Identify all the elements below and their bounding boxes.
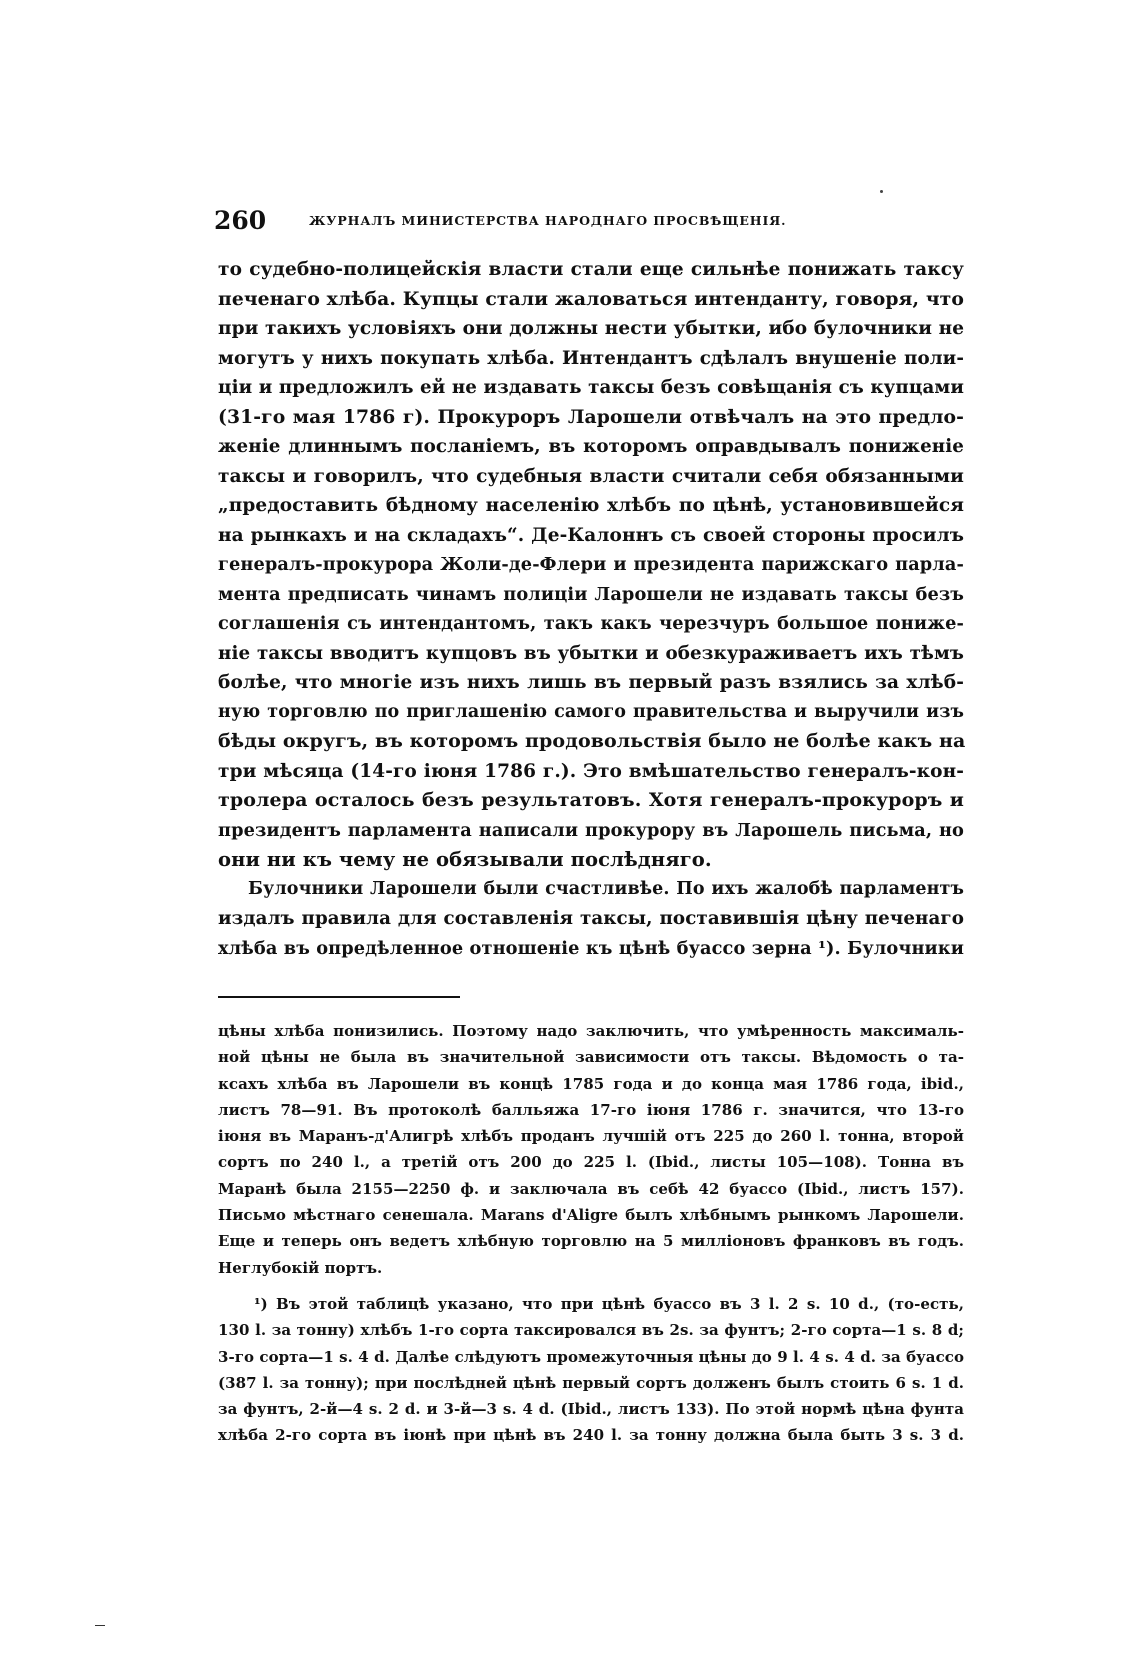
footnote-1-line: 3-го сорта—1 s. 4 d. Далѣе слѣдуютъ промежуточныя цѣны до 9 l. 4 s. 4 d. за буассо xyxy=(218,1347,964,1366)
text-line: болѣе, что многіе изъ нихъ лишь въ первый разъ взялись за хлѣб- xyxy=(218,672,964,693)
footnote-line: Неглубокій портъ. xyxy=(218,1258,383,1277)
footnote-1-line: за фунтъ, 2-й—4 s. 2 d. и 3-й—3 s. 4 d. (Ibid., листъ 133). По этой нормѣ цѣна фунта xyxy=(218,1400,964,1419)
footnote-line: листъ 78—91. Въ протоколѣ балльяжа 17-го іюня 1786 г. значится, что 13-го xyxy=(218,1100,964,1119)
text-line: бѣды округъ, въ которомъ продовольствія было не болѣе какъ на xyxy=(218,730,966,752)
text-line: три мѣсяца (14-го іюня 1786 г.). Это вмѣшательство генералъ-кон- xyxy=(218,760,964,782)
text-line: соглашенія съ интендантомъ, такъ какъ черезчуръ большое пониже- xyxy=(218,613,964,634)
footnote-line: цѣны хлѣба понизились. Поэтому надо заключить, что умѣренность максималь- xyxy=(218,1022,964,1040)
footnotes xyxy=(218,1018,964,1449)
text-line: мента предписать чинамъ полиціи Ларошели не издавать таксы безъ xyxy=(218,583,964,605)
text-line: хлѣба въ опредѣленное отношеніе къ цѣнѣ буассо зерна ¹). Булочники xyxy=(218,937,964,959)
footnote-line: сортъ по 240 l., а третій отъ 200 до 225 l. (Ibid., листы 105—108). Тонна въ xyxy=(218,1153,964,1172)
ink-dot xyxy=(880,190,883,193)
margin-dash xyxy=(95,1625,105,1626)
text-line: женіе длиннымъ посланіемъ, въ которомъ оправдывалъ пониженіе xyxy=(218,436,964,457)
text-line: генералъ-прокурора Жоли-де-Флери и президента парижскаго парла- xyxy=(218,554,964,575)
footnote-1-line: 130 l. за тонну) хлѣбъ 1-го сорта таксировался въ 2s. за фунтъ; 2-го сорта—1 s. 8 d; xyxy=(218,1321,964,1340)
text-line: „предоставить бѣдному населенію хлѣбъ по цѣнѣ, установившейся xyxy=(218,495,964,516)
text-line: тролера осталось безъ результатовъ. Хотя генералъ-прокуроръ и xyxy=(218,789,964,811)
text-line: ціи и предложилъ ей не издавать таксы безъ совѣщанія съ купцами xyxy=(218,377,964,398)
footnote-1-line: ¹) Въ этой таблицѣ указано, что при цѣнѣ буассо въ 3 l. 2 s. 10 d., (то-есть, xyxy=(254,1294,964,1313)
text-line: то судебно-полицейскія власти стали еще сильнѣе понижать таксу xyxy=(218,259,964,280)
text-line: (31-го мая 1786 г). Прокуроръ Ларошели отвѣчалъ на это предло- xyxy=(218,405,964,428)
footnote-line: ксахъ хлѣба въ Ларошели въ концѣ 1785 года и до конца мая 1786 года, ibid., xyxy=(218,1074,964,1093)
footnote-separator xyxy=(218,996,460,998)
text-line: могутъ у нихъ покупать хлѣба. Интендантъ сдѣлалъ внушеніе поли- xyxy=(218,347,964,369)
footnote-1-line: хлѣба 2-го сорта въ іюнѣ при цѣнѣ въ 240 l. за тонну должна была быть 3 s. 3 d. xyxy=(218,1426,964,1445)
text-line: издалъ правила для составленія таксы, поставившія цѣну печенаго xyxy=(218,908,964,929)
footnote-line: ной цѣны не была въ значительной зависимости отъ таксы. Вѣдомость о та- xyxy=(218,1048,964,1067)
footnote-line: Маранѣ была 2155—2250 ф. и заключала въ себѣ 42 буассо (Ibid., листъ 157). xyxy=(218,1179,964,1198)
text-line: печенаго хлѣба. Купцы стали жаловаться интенданту, говоря, что xyxy=(218,287,964,310)
running-title: ЖУРНАЛЪ МИНИСТЕРСТВА НАРОДНАГО ПРОСВѢЩЕНІЯ. xyxy=(309,213,787,228)
text-line: президентъ парламента написали прокурору въ Ларошель письма, но xyxy=(218,819,964,841)
text-line: ніе таксы вводитъ купцовъ въ убытки и обезкураживаетъ ихъ тѣмъ xyxy=(218,642,964,664)
footnote-line: Еще и теперь онъ ведетъ хлѣбную торговлю на 5 милліоновъ франковъ въ годъ. xyxy=(218,1232,964,1251)
text-line: на рынкахъ и на складахъ“. Де-Калоннъ съ своей стороны просилъ xyxy=(218,524,964,546)
text-line: ную торговлю по приглашенію самого правительства и выручили изъ xyxy=(218,701,964,722)
text-line: таксы и говорилъ, что судебныя власти считали себя обязанными xyxy=(218,465,964,487)
text-line: Булочники Ларошели были счастливѣе. По ихъ жалобѣ парламентъ xyxy=(248,878,964,899)
footnote-gap xyxy=(218,1281,964,1291)
text-line: они ни къ чему не обязывали послѣдняго. xyxy=(218,848,712,871)
footnote-line: іюня въ Маранъ-д'Алигрѣ хлѣбъ проданъ лучшій отъ 225 до 260 l. тонна, второй xyxy=(218,1127,964,1146)
page-header xyxy=(214,203,974,239)
page-number: 260 xyxy=(214,206,267,235)
text-line: при такихъ условіяхъ они должны нести убытки, ибо булочники не xyxy=(218,318,965,339)
main-text xyxy=(218,255,964,963)
footnote-1-line: (387 l. за тонну); при послѣдней цѣнѣ первый сортъ долженъ былъ стоить 6 s. 1 d. xyxy=(218,1373,964,1392)
footnote-line: Письмо мѣстнаго сенешала. Marans d'Aligre былъ хлѣбнымъ рынкомъ Ларошели. xyxy=(218,1206,964,1225)
